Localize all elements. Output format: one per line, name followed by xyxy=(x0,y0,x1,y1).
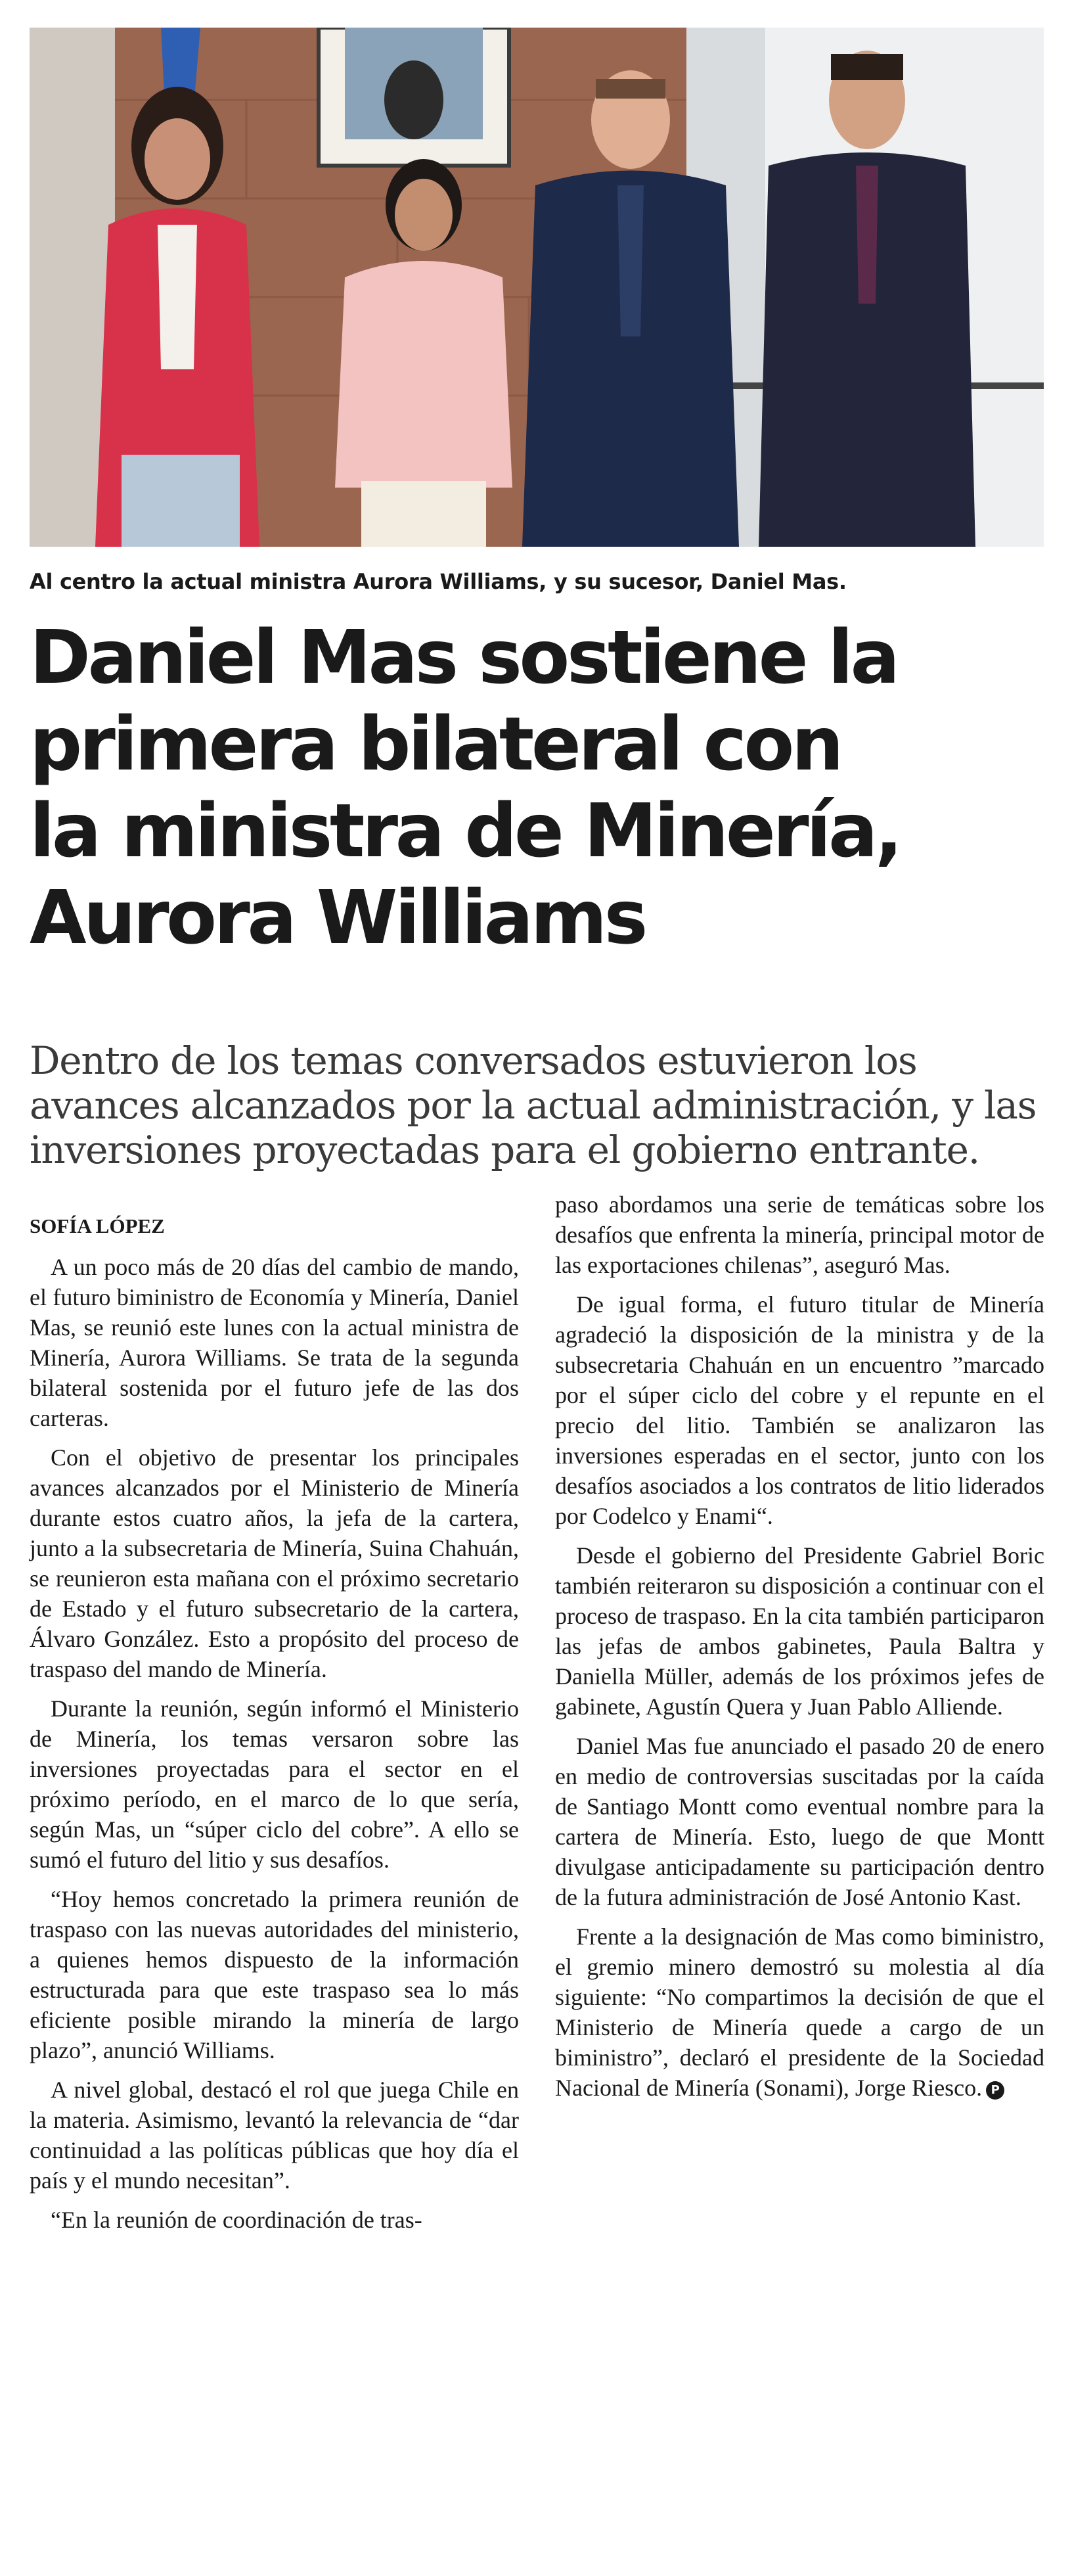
paragraph: Daniel Mas fue anunciado el pasado 20 de enero en medio de controversias suscitadas por la caída de Santiago Montt como eventual nombre para la cartera de Minería. Esto, luego de que Montt divulgase anticipadamente su participación dentro de la futura administración de José Antonio Kast. xyxy=(555,1733,1044,1910)
right-column xyxy=(555,1189,1044,2112)
left-column xyxy=(30,1252,519,2244)
paragraph-continued: paso abordamos una serie de temáticas sobre los desafíos que enfrenta la minería, principal motor de las exportaciones chilenas”, aseguró Mas. xyxy=(555,1191,1044,1278)
dek-line: inversiones proyectadas para el gobierno entrante. xyxy=(30,1128,979,1172)
paragraph: A nivel global, destacó el rol que juega Chile en la materia. Asimismo, levantó la relevancia de “dar continuidad a las políticas públicas que hoy día el país y el mundo necesitan”. xyxy=(30,2077,519,2194)
paragraph: Durante la reunión, según informó el Ministerio de Minería, los temas versaron sobre las inversiones proyectadas para el sector en el próximo período, en el marco de lo que sería, según Mas, un “súper ciclo del cobre”. A ello se sumó el futuro del litio y sus desafíos. xyxy=(30,1695,519,1873)
article-dek xyxy=(30,1038,1044,1172)
headline-line: primera bilateral con xyxy=(30,702,841,787)
paragraph: A un poco más de 20 días del cambio de mando, el futuro biministro de Economía y Minería, Daniel Mas, se reunió este lunes con la actual ministra de Minería, Aurora Williams. Se trata de la segunda bilateral sostenida por el futuro jefe de las dos carteras. xyxy=(30,1254,519,1431)
dek-line: avances alcanzados por la actual administración, y las xyxy=(30,1083,1037,1128)
headline-line: Daniel Mas sostiene la xyxy=(30,615,897,701)
byline: SOFÍA LÓPEZ xyxy=(30,1214,165,1237)
paragraph: Con el objetivo de presentar los principales avances alcanzados por el Ministerio de Minería durante estos cuatro años, la jefa de la cartera, junto a la subsecretaria de Minería, Suina Chahuán, se reunieron esta mañana con el próximo secretario de Estado y el futuro subsecretario de la cartera, Álvaro González. Esto a propósito del proceso de traspaso del mando de Minería. xyxy=(30,1444,519,1682)
paragraph: Desde el gobierno del Presidente Gabriel Boric también reiteraron su disposición a continuar con el proceso de traspaso. En la cita también participaron las jefas de ambos gabinetes, Paula Baltra y Daniella Müller, además de los próximos jefes de gabinete, Agustín Quera y Juan Pablo Alliende. xyxy=(555,1542,1044,1720)
group-photo-icon xyxy=(30,28,1044,547)
end-mark-icon: P xyxy=(986,2081,1004,2100)
headline-line: Aurora Williams xyxy=(30,875,645,961)
photo-caption: Al centro la actual ministra Aurora Williams, y su sucesor, Daniel Mas. xyxy=(30,569,847,594)
paragraph-final xyxy=(555,1921,1044,2103)
paragraph-final-text: Frente a la designación de Mas como biministro, el gremio minero demostró su molestia al día siguiente: “No compartimos la decisión de que el Ministerio de Minería quede a cargo de un biministro”, declaró el presidente de la Sociedad Nacional de Minería (Sonami), Jorge Riesco. xyxy=(555,1923,1044,2101)
article-photo xyxy=(30,28,1044,547)
dek-line: Dentro de los temas conversados estuvieron los xyxy=(30,1038,917,1083)
paragraph: De igual forma, el futuro titular de Minería agradeció la disposición de la ministra y de la subsecretaria Chahuán en un encuentro ”marcado por el súper ciclo del cobre y el repunte en el precio del litio. También se analizaron las inversiones esperadas en el sector, junto con los desafíos asociados a los contratos de litio liderados por Codelco y Enami“. xyxy=(555,1291,1044,1529)
paragraph: “Hoy hemos concretado la primera reunión de traspaso con las nuevas autoridades del ministerio, a quienes hemos dispuesto de la información estructurada para que este traspaso sea lo más eficiente posible mirando la minería de largo plazo”, anunció Williams. xyxy=(30,1886,519,2063)
paragraph: “En la reunión de coordinación de tras- xyxy=(51,2207,422,2233)
headline-line: la ministra de Minería, xyxy=(30,789,901,874)
article-headline xyxy=(30,614,1041,961)
